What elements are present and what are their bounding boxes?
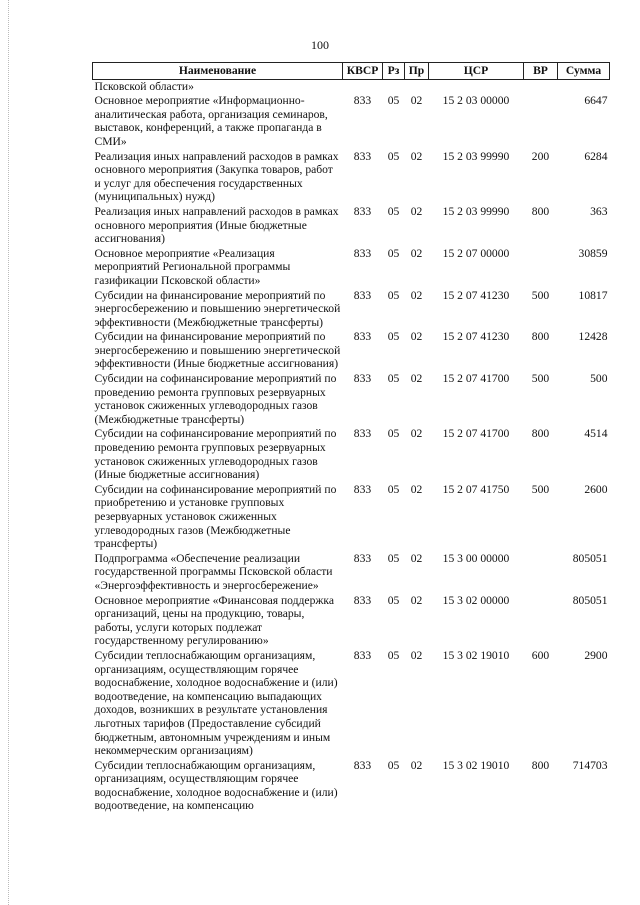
header-csr: ЦСР [429, 63, 524, 80]
cell-vr [524, 79, 558, 94]
cell-sum: 30859 [578, 246, 608, 260]
cell-name: Реализация иных направлений расходов в рамках основного мероприятия (Закупка товаров, работ и услуг для обеспечения государственных (муниципальных) нужд) [94, 149, 339, 204]
cell-name: Основное мероприятие «Финансовая поддержка организаций, цены на продукцию, товары, работы, услуги которых подлежат государственному регулированию» [94, 593, 334, 648]
table-row [93, 427, 610, 482]
cell-sum: 2900 [584, 648, 608, 662]
table-row [93, 759, 610, 814]
cell-csr: 15 2 03 99990 [442, 149, 510, 163]
cell-vr [524, 247, 558, 289]
table-row [93, 150, 610, 205]
table-row [93, 649, 610, 759]
cell-kvsr: 833 [353, 149, 372, 163]
cell-csr: 15 2 07 41700 [442, 372, 510, 386]
table-row [93, 79, 610, 94]
cell-rz: 05 [387, 427, 400, 441]
cell-csr: 15 2 03 99990 [442, 204, 510, 218]
header-sum: Сумма [558, 63, 610, 80]
cell-name: Субсидии на финансирование мероприятий по энергосбережению и повышению энергетической эффективности (Иные бюджетные ассигнования) [94, 330, 341, 371]
cell-rz: 05 [387, 551, 400, 565]
cell-kvsr: 833 [353, 330, 372, 344]
cell-pr [405, 79, 429, 94]
cell-sum: 805051 [572, 551, 608, 565]
cell-sum: 6647 [584, 94, 608, 108]
header-kvsr: КВСР [343, 63, 383, 80]
cell-pr: 02 [410, 427, 423, 441]
cell-vr [524, 594, 558, 649]
cell-rz: 05 [387, 482, 400, 496]
cell-kvsr: 833 [353, 551, 372, 565]
table-row [93, 94, 610, 149]
cell-vr: 800 [531, 330, 550, 344]
cell-pr: 02 [410, 648, 423, 662]
cell-rz: 05 [387, 593, 400, 607]
header-rz: Рз [383, 63, 405, 80]
cell-sum: 10817 [578, 288, 608, 302]
cell-vr: 800 [531, 204, 550, 218]
table-row [93, 289, 610, 331]
cell-name: Подпрограмма «Обеспечение реализации государственной программы Псковской области «Энергоэффективность и энергосбережение» [94, 551, 333, 592]
table-row [93, 372, 610, 427]
cell-rz: 05 [387, 648, 400, 662]
cell-vr: 500 [531, 482, 550, 496]
cell-pr: 02 [410, 372, 423, 386]
cell-rz: 05 [387, 288, 400, 302]
cell-rz: 05 [387, 330, 400, 344]
cell-csr: 15 3 02 19010 [442, 758, 510, 772]
cell-name: Субсидии теплоснабжающим организациям, организациям, осуществляющим горячее водоснабжение, холодное водоснабжение и (или) водоотведение, на компенсацию [94, 758, 338, 813]
cell-sum: 6284 [584, 149, 608, 163]
table-row [93, 594, 610, 649]
cell-pr: 02 [410, 330, 423, 344]
cell-rz: 05 [387, 372, 400, 386]
cell-vr: 600 [531, 648, 550, 662]
cell-name: Основное мероприятие «Реализация мероприятий Региональной программы газификации Псковской области» [94, 246, 291, 287]
cell-vr: 200 [531, 149, 550, 163]
table-row [93, 552, 610, 594]
cell-csr: 15 2 07 41230 [442, 288, 510, 302]
cell-rz: 05 [387, 149, 400, 163]
cell-csr: 15 3 00 00000 [442, 551, 510, 565]
cell-kvsr: 833 [353, 593, 372, 607]
cell-sum [558, 79, 610, 94]
page-number: 100 [311, 38, 329, 52]
header-pr: Пр [405, 63, 429, 80]
cell-sum: 805051 [572, 593, 608, 607]
cell-csr: 15 2 07 41700 [442, 427, 510, 441]
cell-sum: 714703 [572, 758, 608, 772]
cell-name: Основное мероприятие «Информационно-аналитическая работа, организация семинаров, выставок, конференций, а также пропаганда в СМИ» [94, 94, 328, 148]
cell-kvsr: 833 [353, 758, 372, 772]
cell-csr: 15 2 07 41750 [442, 482, 510, 496]
cell-name: Псковской области» [94, 79, 194, 93]
cell-sum: 4514 [584, 427, 608, 441]
cell-sum: 12428 [578, 330, 608, 344]
cell-pr: 02 [410, 204, 423, 218]
table-row [93, 247, 610, 289]
cell-csr [429, 79, 524, 94]
cell-sum: 363 [590, 204, 608, 218]
budget-table [92, 62, 610, 814]
cell-kvsr: 833 [353, 204, 372, 218]
cell-vr: 500 [531, 288, 550, 302]
cell-sum: 500 [590, 372, 608, 386]
table-row [93, 205, 610, 247]
table-row [93, 483, 610, 552]
cell-kvsr: 833 [353, 427, 372, 441]
cell-csr: 15 3 02 19010 [442, 648, 510, 662]
cell-vr: 800 [531, 427, 550, 441]
cell-pr: 02 [410, 246, 423, 260]
table-body [93, 79, 610, 814]
cell-rz: 05 [387, 94, 400, 108]
cell-sum: 2600 [584, 482, 608, 496]
table-header-row [93, 63, 610, 80]
cell-pr: 02 [410, 288, 423, 302]
cell-pr: 02 [410, 149, 423, 163]
cell-pr: 02 [410, 593, 423, 607]
cell-kvsr: 833 [353, 648, 372, 662]
cell-rz: 05 [387, 246, 400, 260]
cell-kvsr: 833 [353, 372, 372, 386]
header-vr: ВР [524, 63, 558, 80]
table-row [93, 330, 610, 372]
cell-kvsr: 833 [353, 94, 372, 108]
cell-rz: 05 [387, 204, 400, 218]
cell-kvsr: 833 [353, 288, 372, 302]
cell-pr: 02 [410, 482, 423, 496]
cell-pr: 02 [410, 551, 423, 565]
header-name: Наименование [93, 63, 343, 80]
cell-name: Субсидии на софинансирование мероприятий по проведению ремонта групповых резервуарных установок сжиженных углеводородных газов (Иные бюджетные ассигнования) [94, 427, 337, 482]
cell-csr: 15 2 03 00000 [442, 94, 510, 108]
cell-rz: 05 [387, 758, 400, 772]
scan-edge-marks [8, 0, 10, 905]
cell-pr: 02 [410, 94, 423, 108]
cell-vr: 500 [531, 372, 550, 386]
cell-csr: 15 2 07 41230 [442, 330, 510, 344]
cell-name: Субсидии на софинансирование мероприятий по приобретению и установке групповых резервуарных установок сжиженных углеводородных газов (Межбюджетные трансферты) [94, 482, 337, 551]
cell-vr: 800 [531, 758, 550, 772]
cell-vr [524, 552, 558, 594]
cell-csr: 15 2 07 00000 [442, 246, 510, 260]
cell-csr: 15 3 02 00000 [442, 593, 510, 607]
cell-kvsr: 833 [353, 482, 372, 496]
cell-rz [383, 79, 405, 94]
cell-kvsr [343, 79, 383, 94]
cell-name: Субсидии на финансирование мероприятий по энергосбережению и повышению энергетической эффективности (Межбюджетные трансферты) [94, 288, 341, 329]
cell-name: Субсидии теплоснабжающим организациям, организациям, осуществляющим горячее водоснабжение, холодное водоснабжение и (или) водоотведение, на компенсацию выпадающих доходов, возникших в результате установления льготных тарифов (Предоставление субсидий бюджетным, автономным учреждениям и иным некоммерческим организациям) [94, 648, 338, 758]
cell-name: Субсидии на софинансирование мероприятий по проведению ремонта групповых резервуарных установок сжиженных углеводородных газов (Межбюджетные трансферты) [94, 372, 337, 426]
cell-kvsr: 833 [353, 246, 372, 260]
cell-pr: 02 [410, 758, 423, 772]
cell-vr [524, 94, 558, 149]
cell-name: Реализация иных направлений расходов в рамках основного мероприятия (Иные бюджетные ассигнования) [94, 204, 339, 246]
